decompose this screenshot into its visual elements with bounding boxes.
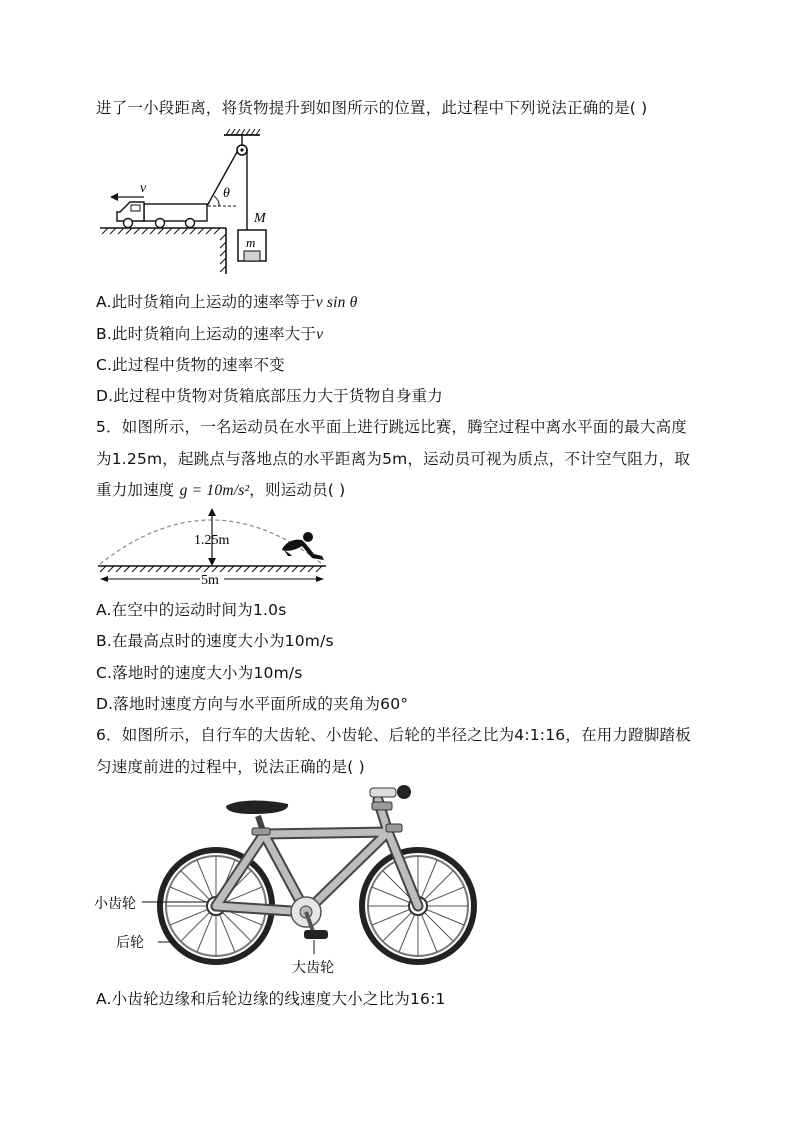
distance-label: 5m xyxy=(201,573,219,588)
q5-long-jump-figure xyxy=(96,504,332,590)
q6-line1: 6．如图所示，自行车的大齿轮、小齿轮、后轮的半径之比为4:1:16，在用力蹬脚踏板 xyxy=(96,726,691,744)
q4-stem-tail: 进了一小段距离，将货物提升到如图所示的位置，此过程中下列说法正确的是( ) xyxy=(96,99,648,117)
q6-bicycle-figure xyxy=(92,782,492,982)
q4-option-d: D.此过程中货物对货箱底部压力大于货物自身重力 xyxy=(96,387,443,405)
q4-truck-pulley-figure xyxy=(96,126,296,276)
v-label: v xyxy=(140,181,147,196)
jumper-icon xyxy=(282,532,324,560)
q4-option-b: B.此时货箱向上运动的速率大于v xyxy=(96,325,324,343)
q5-line3: 重力加速度 g = 10m/s²，则运动员( ) xyxy=(96,481,346,499)
rear-wheel-label: 后轮 xyxy=(116,936,144,951)
cargo xyxy=(244,251,260,261)
q4-option-c: C.此过程中货物的速率不变 xyxy=(96,356,285,374)
q5-option-d: D.落地时速度方向与水平面所成的夹角为60° xyxy=(96,695,409,713)
q5-line2: 为1.25m，起跳点与落地点的水平距离为5m，运动员可视为质点，不计空气阻力，取 xyxy=(96,450,691,468)
q5-option-a: A.在空中的运动时间为1.0s xyxy=(96,601,287,619)
m-label: m xyxy=(246,235,256,250)
pedal xyxy=(304,930,328,939)
handlebar xyxy=(370,788,396,797)
q6-option-a: A.小齿轮边缘和后轮边缘的线速度大小之比为16:1 xyxy=(96,990,446,1008)
truck-bed xyxy=(144,204,207,221)
small-gear-label: 小齿轮 xyxy=(94,897,136,912)
height-label: 1.25m xyxy=(194,533,230,548)
q5-option-b: B.在最高点时的速度大小为10m/s xyxy=(96,632,334,650)
q5-option-c: C.落地时的速度大小为10m/s xyxy=(96,664,303,682)
seat xyxy=(226,801,288,815)
theta-label: θ xyxy=(223,186,230,201)
q4-option-a: A.此时货箱向上运动的速率等于v sin θ xyxy=(96,293,358,311)
M-label: M xyxy=(254,211,266,226)
arrow-left-icon xyxy=(110,193,118,201)
q5-line1: 5．如图所示，一名运动员在水平面上进行跳远比赛，腾空过程中离水平面的最大高度 xyxy=(96,418,687,436)
big-gear-label: 大齿轮 xyxy=(292,961,334,976)
q6-line2: 匀速度前进的过程中，说法正确的是( ) xyxy=(96,758,365,776)
